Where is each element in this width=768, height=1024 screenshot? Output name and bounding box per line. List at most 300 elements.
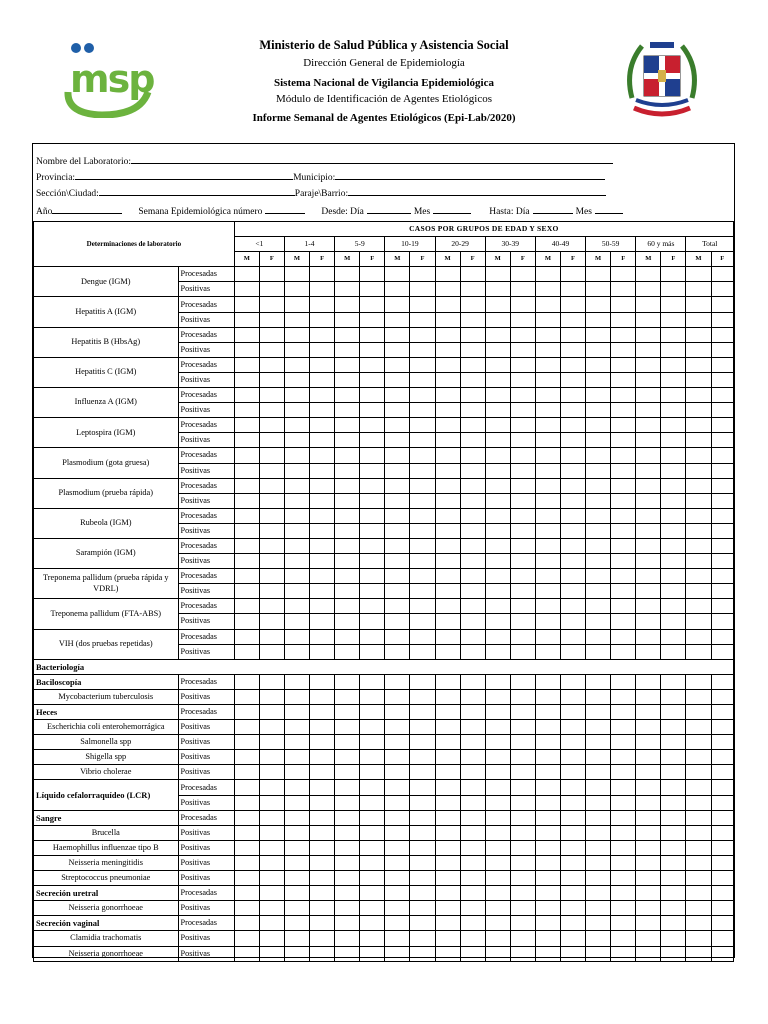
count-cell[interactable] bbox=[636, 599, 661, 614]
count-cell[interactable] bbox=[234, 644, 259, 659]
count-cell[interactable] bbox=[310, 493, 335, 508]
count-cell[interactable] bbox=[636, 267, 661, 282]
count-cell[interactable] bbox=[636, 418, 661, 433]
count-cell[interactable] bbox=[385, 840, 410, 855]
count-cell[interactable] bbox=[335, 735, 360, 750]
count-cell[interactable] bbox=[686, 312, 711, 327]
count-cell[interactable] bbox=[711, 810, 733, 825]
count-cell[interactable] bbox=[234, 538, 259, 553]
count-cell[interactable] bbox=[460, 478, 485, 493]
count-cell[interactable] bbox=[310, 916, 335, 931]
count-cell[interactable] bbox=[510, 493, 535, 508]
count-cell[interactable] bbox=[310, 584, 335, 599]
count-cell[interactable] bbox=[435, 267, 460, 282]
count-cell[interactable] bbox=[586, 508, 611, 523]
count-cell[interactable] bbox=[435, 554, 460, 569]
count-cell[interactable] bbox=[360, 765, 385, 780]
count-cell[interactable] bbox=[234, 282, 259, 297]
count-cell[interactable] bbox=[360, 297, 385, 312]
count-cell[interactable] bbox=[661, 463, 686, 478]
count-cell[interactable] bbox=[686, 538, 711, 553]
count-cell[interactable] bbox=[259, 388, 284, 403]
count-cell[interactable] bbox=[284, 946, 309, 961]
count-cell[interactable] bbox=[535, 478, 560, 493]
count-cell[interactable] bbox=[385, 674, 410, 689]
count-cell[interactable] bbox=[535, 780, 560, 795]
count-cell[interactable] bbox=[535, 357, 560, 372]
count-cell[interactable] bbox=[661, 312, 686, 327]
count-cell[interactable] bbox=[335, 886, 360, 901]
count-cell[interactable] bbox=[259, 765, 284, 780]
count-cell[interactable] bbox=[435, 342, 460, 357]
count-cell[interactable] bbox=[535, 599, 560, 614]
count-cell[interactable] bbox=[485, 765, 510, 780]
count-cell[interactable] bbox=[234, 871, 259, 886]
count-cell[interactable] bbox=[661, 629, 686, 644]
count-cell[interactable] bbox=[460, 886, 485, 901]
count-cell[interactable] bbox=[284, 750, 309, 765]
count-cell[interactable] bbox=[485, 357, 510, 372]
count-cell[interactable] bbox=[586, 931, 611, 946]
count-cell[interactable] bbox=[711, 554, 733, 569]
count-cell[interactable] bbox=[284, 840, 309, 855]
count-cell[interactable] bbox=[535, 705, 560, 720]
count-cell[interactable] bbox=[586, 372, 611, 387]
count-cell[interactable] bbox=[310, 297, 335, 312]
count-cell[interactable] bbox=[560, 282, 585, 297]
count-cell[interactable] bbox=[435, 584, 460, 599]
count-cell[interactable] bbox=[510, 523, 535, 538]
count-cell[interactable] bbox=[335, 448, 360, 463]
count-cell[interactable] bbox=[360, 780, 385, 795]
count-cell[interactable] bbox=[586, 946, 611, 961]
count-cell[interactable] bbox=[234, 403, 259, 418]
count-cell[interactable] bbox=[385, 267, 410, 282]
count-cell[interactable] bbox=[385, 342, 410, 357]
count-cell[interactable] bbox=[259, 629, 284, 644]
count-cell[interactable] bbox=[586, 523, 611, 538]
count-cell[interactable] bbox=[435, 297, 460, 312]
count-cell[interactable] bbox=[686, 840, 711, 855]
count-cell[interactable] bbox=[335, 267, 360, 282]
count-cell[interactable] bbox=[335, 855, 360, 870]
count-cell[interactable] bbox=[460, 720, 485, 735]
count-cell[interactable] bbox=[460, 267, 485, 282]
count-cell[interactable] bbox=[535, 765, 560, 780]
count-cell[interactable] bbox=[460, 644, 485, 659]
count-cell[interactable] bbox=[460, 554, 485, 569]
count-cell[interactable] bbox=[686, 750, 711, 765]
count-cell[interactable] bbox=[661, 523, 686, 538]
count-cell[interactable] bbox=[385, 946, 410, 961]
count-cell[interactable] bbox=[711, 448, 733, 463]
count-cell[interactable] bbox=[435, 614, 460, 629]
count-cell[interactable] bbox=[560, 840, 585, 855]
count-cell[interactable] bbox=[661, 433, 686, 448]
count-cell[interactable] bbox=[310, 644, 335, 659]
count-cell[interactable] bbox=[686, 508, 711, 523]
count-cell[interactable] bbox=[310, 418, 335, 433]
count-cell[interactable] bbox=[410, 599, 435, 614]
count-cell[interactable] bbox=[485, 931, 510, 946]
count-cell[interactable] bbox=[234, 342, 259, 357]
count-cell[interactable] bbox=[611, 720, 636, 735]
count-cell[interactable] bbox=[410, 478, 435, 493]
count-cell[interactable] bbox=[310, 327, 335, 342]
count-cell[interactable] bbox=[510, 478, 535, 493]
count-cell[interactable] bbox=[686, 765, 711, 780]
count-cell[interactable] bbox=[460, 825, 485, 840]
count-cell[interactable] bbox=[234, 689, 259, 704]
count-cell[interactable] bbox=[410, 388, 435, 403]
count-cell[interactable] bbox=[410, 765, 435, 780]
count-cell[interactable] bbox=[360, 418, 385, 433]
count-cell[interactable] bbox=[711, 538, 733, 553]
count-cell[interactable] bbox=[360, 508, 385, 523]
count-cell[interactable] bbox=[485, 372, 510, 387]
count-cell[interactable] bbox=[310, 554, 335, 569]
count-cell[interactable] bbox=[686, 372, 711, 387]
count-cell[interactable] bbox=[335, 901, 360, 916]
count-cell[interactable] bbox=[460, 735, 485, 750]
count-cell[interactable] bbox=[510, 508, 535, 523]
count-cell[interactable] bbox=[310, 599, 335, 614]
count-cell[interactable] bbox=[661, 327, 686, 342]
count-cell[interactable] bbox=[661, 674, 686, 689]
count-cell[interactable] bbox=[560, 931, 585, 946]
count-cell[interactable] bbox=[385, 327, 410, 342]
count-cell[interactable] bbox=[284, 674, 309, 689]
to-day-field[interactable] bbox=[533, 204, 573, 214]
count-cell[interactable] bbox=[485, 780, 510, 795]
count-cell[interactable] bbox=[560, 599, 585, 614]
count-cell[interactable] bbox=[284, 297, 309, 312]
count-cell[interactable] bbox=[661, 871, 686, 886]
count-cell[interactable] bbox=[560, 418, 585, 433]
count-cell[interactable] bbox=[485, 463, 510, 478]
count-cell[interactable] bbox=[335, 569, 360, 584]
count-cell[interactable] bbox=[535, 584, 560, 599]
count-cell[interactable] bbox=[360, 388, 385, 403]
count-cell[interactable] bbox=[234, 523, 259, 538]
count-cell[interactable] bbox=[485, 916, 510, 931]
count-cell[interactable] bbox=[611, 538, 636, 553]
count-cell[interactable] bbox=[611, 342, 636, 357]
count-cell[interactable] bbox=[234, 433, 259, 448]
count-cell[interactable] bbox=[435, 448, 460, 463]
count-cell[interactable] bbox=[535, 403, 560, 418]
count-cell[interactable] bbox=[636, 901, 661, 916]
count-cell[interactable] bbox=[410, 327, 435, 342]
count-cell[interactable] bbox=[611, 267, 636, 282]
count-cell[interactable] bbox=[335, 523, 360, 538]
count-cell[interactable] bbox=[460, 372, 485, 387]
count-cell[interactable] bbox=[686, 871, 711, 886]
count-cell[interactable] bbox=[335, 388, 360, 403]
count-cell[interactable] bbox=[360, 735, 385, 750]
count-cell[interactable] bbox=[435, 357, 460, 372]
count-cell[interactable] bbox=[661, 765, 686, 780]
count-cell[interactable] bbox=[360, 372, 385, 387]
count-cell[interactable] bbox=[711, 342, 733, 357]
count-cell[interactable] bbox=[686, 388, 711, 403]
count-cell[interactable] bbox=[560, 569, 585, 584]
count-cell[interactable] bbox=[686, 629, 711, 644]
count-cell[interactable] bbox=[410, 297, 435, 312]
count-cell[interactable] bbox=[485, 674, 510, 689]
count-cell[interactable] bbox=[435, 418, 460, 433]
count-cell[interactable] bbox=[284, 267, 309, 282]
count-cell[interactable] bbox=[711, 674, 733, 689]
count-cell[interactable] bbox=[284, 523, 309, 538]
count-cell[interactable] bbox=[310, 388, 335, 403]
count-cell[interactable] bbox=[284, 463, 309, 478]
count-cell[interactable] bbox=[460, 493, 485, 508]
count-cell[interactable] bbox=[611, 493, 636, 508]
count-cell[interactable] bbox=[259, 720, 284, 735]
count-cell[interactable] bbox=[310, 886, 335, 901]
count-cell[interactable] bbox=[234, 357, 259, 372]
count-cell[interactable] bbox=[636, 795, 661, 810]
count-cell[interactable] bbox=[335, 644, 360, 659]
count-cell[interactable] bbox=[259, 297, 284, 312]
count-cell[interactable] bbox=[510, 720, 535, 735]
count-cell[interactable] bbox=[636, 674, 661, 689]
count-cell[interactable] bbox=[611, 433, 636, 448]
count-cell[interactable] bbox=[485, 584, 510, 599]
count-cell[interactable] bbox=[661, 644, 686, 659]
count-cell[interactable] bbox=[234, 780, 259, 795]
count-cell[interactable] bbox=[611, 282, 636, 297]
count-cell[interactable] bbox=[460, 463, 485, 478]
count-cell[interactable] bbox=[460, 750, 485, 765]
count-cell[interactable] bbox=[360, 493, 385, 508]
count-cell[interactable] bbox=[560, 916, 585, 931]
count-cell[interactable] bbox=[385, 765, 410, 780]
count-cell[interactable] bbox=[611, 735, 636, 750]
count-cell[interactable] bbox=[385, 357, 410, 372]
count-cell[interactable] bbox=[234, 825, 259, 840]
count-cell[interactable] bbox=[485, 901, 510, 916]
count-cell[interactable] bbox=[385, 629, 410, 644]
count-cell[interactable] bbox=[335, 493, 360, 508]
count-cell[interactable] bbox=[360, 674, 385, 689]
count-cell[interactable] bbox=[661, 403, 686, 418]
count-cell[interactable] bbox=[234, 569, 259, 584]
count-cell[interactable] bbox=[310, 855, 335, 870]
count-cell[interactable] bbox=[661, 599, 686, 614]
count-cell[interactable] bbox=[410, 825, 435, 840]
count-cell[interactable] bbox=[611, 825, 636, 840]
count-cell[interactable] bbox=[586, 584, 611, 599]
count-cell[interactable] bbox=[636, 584, 661, 599]
count-cell[interactable] bbox=[360, 538, 385, 553]
count-cell[interactable] bbox=[636, 388, 661, 403]
count-cell[interactable] bbox=[335, 705, 360, 720]
count-cell[interactable] bbox=[335, 554, 360, 569]
count-cell[interactable] bbox=[586, 750, 611, 765]
count-cell[interactable] bbox=[284, 629, 309, 644]
count-cell[interactable] bbox=[335, 689, 360, 704]
count-cell[interactable] bbox=[435, 840, 460, 855]
count-cell[interactable] bbox=[560, 705, 585, 720]
count-cell[interactable] bbox=[510, 901, 535, 916]
count-cell[interactable] bbox=[535, 614, 560, 629]
count-cell[interactable] bbox=[661, 886, 686, 901]
count-cell[interactable] bbox=[586, 388, 611, 403]
count-cell[interactable] bbox=[360, 750, 385, 765]
count-cell[interactable] bbox=[335, 825, 360, 840]
count-cell[interactable] bbox=[259, 463, 284, 478]
count-cell[interactable] bbox=[560, 554, 585, 569]
count-cell[interactable] bbox=[711, 840, 733, 855]
count-cell[interactable] bbox=[460, 916, 485, 931]
count-cell[interactable] bbox=[410, 448, 435, 463]
count-cell[interactable] bbox=[335, 810, 360, 825]
count-cell[interactable] bbox=[535, 931, 560, 946]
count-cell[interactable] bbox=[460, 357, 485, 372]
count-cell[interactable] bbox=[661, 342, 686, 357]
count-cell[interactable] bbox=[284, 901, 309, 916]
count-cell[interactable] bbox=[410, 372, 435, 387]
count-cell[interactable] bbox=[259, 554, 284, 569]
count-cell[interactable] bbox=[259, 538, 284, 553]
count-cell[interactable] bbox=[586, 629, 611, 644]
count-cell[interactable] bbox=[259, 810, 284, 825]
count-cell[interactable] bbox=[485, 689, 510, 704]
count-cell[interactable] bbox=[385, 493, 410, 508]
count-cell[interactable] bbox=[661, 357, 686, 372]
count-cell[interactable] bbox=[661, 795, 686, 810]
count-cell[interactable] bbox=[360, 433, 385, 448]
count-cell[interactable] bbox=[711, 312, 733, 327]
count-cell[interactable] bbox=[385, 418, 410, 433]
count-cell[interactable] bbox=[410, 357, 435, 372]
count-cell[interactable] bbox=[586, 599, 611, 614]
count-cell[interactable] bbox=[611, 916, 636, 931]
count-cell[interactable] bbox=[310, 901, 335, 916]
count-cell[interactable] bbox=[310, 282, 335, 297]
count-cell[interactable] bbox=[586, 614, 611, 629]
count-cell[interactable] bbox=[460, 403, 485, 418]
count-cell[interactable] bbox=[586, 840, 611, 855]
count-cell[interactable] bbox=[460, 810, 485, 825]
count-cell[interactable] bbox=[686, 614, 711, 629]
count-cell[interactable] bbox=[284, 569, 309, 584]
count-cell[interactable] bbox=[535, 342, 560, 357]
count-cell[interactable] bbox=[711, 735, 733, 750]
count-cell[interactable] bbox=[560, 403, 585, 418]
count-cell[interactable] bbox=[485, 644, 510, 659]
count-cell[interactable] bbox=[686, 825, 711, 840]
count-cell[interactable] bbox=[310, 674, 335, 689]
count-cell[interactable] bbox=[259, 871, 284, 886]
count-cell[interactable] bbox=[284, 403, 309, 418]
count-cell[interactable] bbox=[360, 871, 385, 886]
count-cell[interactable] bbox=[385, 554, 410, 569]
count-cell[interactable] bbox=[435, 599, 460, 614]
count-cell[interactable] bbox=[611, 674, 636, 689]
count-cell[interactable] bbox=[711, 267, 733, 282]
count-cell[interactable] bbox=[611, 463, 636, 478]
count-cell[interactable] bbox=[711, 614, 733, 629]
count-cell[interactable] bbox=[586, 569, 611, 584]
count-cell[interactable] bbox=[460, 705, 485, 720]
count-cell[interactable] bbox=[711, 372, 733, 387]
count-cell[interactable] bbox=[435, 946, 460, 961]
count-cell[interactable] bbox=[360, 901, 385, 916]
count-cell[interactable] bbox=[611, 297, 636, 312]
count-cell[interactable] bbox=[510, 312, 535, 327]
count-cell[interactable] bbox=[410, 614, 435, 629]
count-cell[interactable] bbox=[310, 508, 335, 523]
count-cell[interactable] bbox=[460, 840, 485, 855]
count-cell[interactable] bbox=[410, 403, 435, 418]
count-cell[interactable] bbox=[661, 705, 686, 720]
count-cell[interactable] bbox=[385, 569, 410, 584]
count-cell[interactable] bbox=[335, 614, 360, 629]
count-cell[interactable] bbox=[485, 418, 510, 433]
count-cell[interactable] bbox=[460, 765, 485, 780]
count-cell[interactable] bbox=[636, 478, 661, 493]
count-cell[interactable] bbox=[636, 720, 661, 735]
count-cell[interactable] bbox=[636, 569, 661, 584]
count-cell[interactable] bbox=[385, 463, 410, 478]
count-cell[interactable] bbox=[711, 403, 733, 418]
count-cell[interactable] bbox=[360, 357, 385, 372]
count-cell[interactable] bbox=[686, 282, 711, 297]
count-cell[interactable] bbox=[661, 508, 686, 523]
count-cell[interactable] bbox=[636, 780, 661, 795]
count-cell[interactable] bbox=[435, 463, 460, 478]
count-cell[interactable] bbox=[586, 312, 611, 327]
count-cell[interactable] bbox=[284, 810, 309, 825]
count-cell[interactable] bbox=[385, 297, 410, 312]
count-cell[interactable] bbox=[234, 720, 259, 735]
count-cell[interactable] bbox=[686, 644, 711, 659]
count-cell[interactable] bbox=[435, 705, 460, 720]
count-cell[interactable] bbox=[385, 750, 410, 765]
count-cell[interactable] bbox=[360, 840, 385, 855]
count-cell[interactable] bbox=[460, 312, 485, 327]
count-cell[interactable] bbox=[435, 855, 460, 870]
count-cell[interactable] bbox=[611, 765, 636, 780]
paraje-field[interactable] bbox=[348, 186, 606, 196]
count-cell[interactable] bbox=[535, 327, 560, 342]
count-cell[interactable] bbox=[586, 705, 611, 720]
count-cell[interactable] bbox=[535, 840, 560, 855]
count-cell[interactable] bbox=[410, 750, 435, 765]
count-cell[interactable] bbox=[335, 508, 360, 523]
count-cell[interactable] bbox=[335, 297, 360, 312]
count-cell[interactable] bbox=[611, 327, 636, 342]
count-cell[interactable] bbox=[385, 795, 410, 810]
count-cell[interactable] bbox=[335, 584, 360, 599]
count-cell[interactable] bbox=[234, 463, 259, 478]
count-cell[interactable] bbox=[636, 282, 661, 297]
count-cell[interactable] bbox=[360, 327, 385, 342]
count-cell[interactable] bbox=[535, 523, 560, 538]
count-cell[interactable] bbox=[661, 946, 686, 961]
count-cell[interactable] bbox=[686, 433, 711, 448]
count-cell[interactable] bbox=[335, 312, 360, 327]
count-cell[interactable] bbox=[460, 282, 485, 297]
count-cell[interactable] bbox=[234, 946, 259, 961]
count-cell[interactable] bbox=[510, 931, 535, 946]
count-cell[interactable] bbox=[385, 478, 410, 493]
count-cell[interactable] bbox=[460, 780, 485, 795]
count-cell[interactable] bbox=[410, 508, 435, 523]
